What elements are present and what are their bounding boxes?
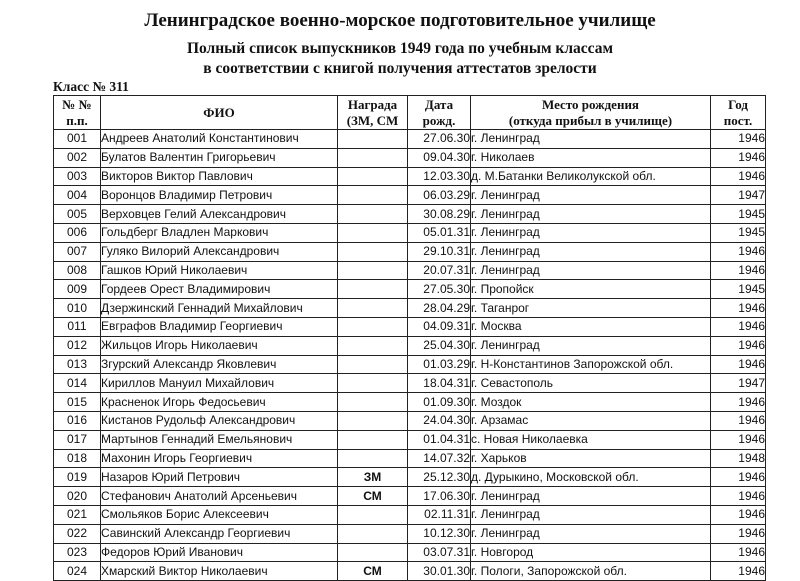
enrollment-year-cell: 1945 (711, 223, 766, 242)
birthplace-cell: г. Николаев (471, 148, 711, 167)
enrollment-year-cell: 1946 (711, 393, 766, 412)
full-name-cell: Андреев Анатолий Константинович (101, 130, 338, 149)
award-cell (338, 167, 408, 186)
birthplace-cell: г. Ленинград (471, 242, 711, 261)
row-number-cell: 011 (54, 317, 101, 336)
award-cell (338, 449, 408, 468)
row-number-cell: 012 (54, 336, 101, 355)
table-row (54, 186, 766, 205)
birth-date-cell: 01.03.29 (408, 355, 471, 374)
table-body (54, 130, 766, 581)
column-header-number (54, 96, 101, 130)
birthplace-cell: г. Ленинград (471, 487, 711, 506)
birth-date-cell: 02.11.31 (408, 505, 471, 524)
award-cell (338, 242, 408, 261)
birth-date-cell: 12.03.30 (408, 167, 471, 186)
column-header-line: Дата (424, 96, 454, 112)
row-number-cell: 004 (54, 186, 101, 205)
birthplace-cell: г. Пропойск (471, 280, 711, 299)
enrollment-year-cell: 1946 (711, 317, 766, 336)
table-row (54, 130, 766, 149)
birth-date-cell: 30.01.30 (408, 562, 471, 581)
table-row (54, 223, 766, 242)
award-cell (338, 148, 408, 167)
table-row (54, 242, 766, 261)
column-header-line: рожд. (422, 112, 456, 128)
award-cell: ЗМ (338, 468, 408, 487)
row-number-cell: 014 (54, 374, 101, 393)
row-number-cell: 007 (54, 242, 101, 261)
award-cell (338, 524, 408, 543)
full-name-cell: Назаров Юрий Петрович (101, 468, 338, 487)
enrollment-year-cell: 1945 (711, 280, 766, 299)
birthplace-cell: д. М.Батанки Великолукской обл. (471, 167, 711, 186)
column-header-name (101, 96, 338, 130)
column-header-line: Год (728, 96, 748, 112)
award-cell (338, 543, 408, 562)
birth-date-cell: 14.07.32 (408, 449, 471, 468)
enrollment-year-cell: 1946 (711, 355, 766, 374)
birth-date-cell: 20.07.31 (408, 261, 471, 280)
row-number-cell: 021 (54, 505, 101, 524)
enrollment-year-cell: 1946 (711, 336, 766, 355)
subtitle-line-2: в соответствии с книгой получения аттестатов зрелости (203, 60, 597, 77)
enrollment-year-cell: 1946 (711, 242, 766, 261)
birthplace-cell: г. Пологи, Запорожской обл. (471, 562, 711, 581)
table-row (54, 167, 766, 186)
birthplace-cell: г. Н-Константинов Запорожской обл. (471, 355, 711, 374)
table-row (54, 205, 766, 224)
table-row (54, 562, 766, 581)
enrollment-year-cell: 1946 (711, 411, 766, 430)
column-header-line: п.п. (66, 112, 88, 128)
subtitle-line-1: Полный список выпускников 1949 года по учебным классам (186, 40, 614, 57)
enrollment-year-cell: 1947 (711, 186, 766, 205)
birth-date-cell: 17.06.30 (408, 487, 471, 506)
column-header-line: Место рождения (542, 96, 639, 112)
birth-date-cell: 06.03.29 (408, 186, 471, 205)
table-row (54, 449, 766, 468)
full-name-cell: Красненок Игорь Федосьевич (101, 393, 338, 412)
row-number-cell: 010 (54, 299, 101, 318)
birthplace-cell: г. Ленинград (471, 336, 711, 355)
birthplace-cell: г. Арзамас (471, 411, 711, 430)
full-name-cell: Гордеев Орест Владимирович (101, 280, 338, 299)
enrollment-year-cell: 1946 (711, 261, 766, 280)
birthplace-cell: г. Таганрог (471, 299, 711, 318)
column-header-award (338, 96, 408, 130)
birthplace-cell: г. Ленинград (471, 186, 711, 205)
full-name-cell: Викторов Виктор Павлович (101, 167, 338, 186)
award-cell (338, 205, 408, 224)
full-name-cell: Гольдберг Владлен Маркович (101, 223, 338, 242)
award-cell (338, 261, 408, 280)
column-header-line: (ЗМ, СМ (346, 112, 399, 128)
enrollment-year-cell: 1947 (711, 374, 766, 393)
award-cell (338, 317, 408, 336)
award-cell (338, 223, 408, 242)
award-cell (338, 280, 408, 299)
full-name-cell: Стефанович Анатолий Арсеньевич (101, 487, 338, 506)
enrollment-year-cell: 1946 (711, 468, 766, 487)
table-row (54, 317, 766, 336)
birthplace-cell: с. Новая Николаевка (471, 430, 711, 449)
class-label: Класс № 311 (53, 79, 129, 94)
birth-date-cell: 27.05.30 (408, 280, 471, 299)
row-number-cell: 009 (54, 280, 101, 299)
full-name-cell: Мартынов Геннадий Емельянович (101, 430, 338, 449)
table-row (54, 393, 766, 412)
enrollment-year-cell: 1946 (711, 130, 766, 149)
table-row (54, 374, 766, 393)
page-title: Ленинградское военно-морское подготовительное училище (144, 10, 656, 31)
birthplace-cell: г. Ленинград (471, 505, 711, 524)
award-cell (338, 299, 408, 318)
enrollment-year-cell: 1945 (711, 205, 766, 224)
row-number-cell: 020 (54, 487, 101, 506)
award-cell (338, 411, 408, 430)
award-cell: СМ (338, 562, 408, 581)
birthplace-cell: г. Моздок (471, 393, 711, 412)
birthplace-cell: г. Ленинград (471, 261, 711, 280)
birth-date-cell: 01.09.30 (408, 393, 471, 412)
full-name-cell: Махонин Игорь Георгиевич (101, 449, 338, 468)
enrollment-year-cell: 1948 (711, 449, 766, 468)
row-number-cell: 017 (54, 430, 101, 449)
birthplace-cell: д. Дурыкино, Московской обл. (471, 468, 711, 487)
birth-date-cell: 29.10.31 (408, 242, 471, 261)
full-name-cell: Гашков Юрий Николаевич (101, 261, 338, 280)
full-name-cell: Кириллов Мануил Михайлович (101, 374, 338, 393)
enrollment-year-cell: 1946 (711, 524, 766, 543)
birthplace-cell: г. Ленинград (471, 205, 711, 224)
award-cell (338, 186, 408, 205)
full-name-cell: Федоров Юрий Иванович (101, 543, 338, 562)
table-row (54, 261, 766, 280)
birthplace-cell: г. Ленинград (471, 223, 711, 242)
award-cell (338, 374, 408, 393)
full-name-cell: Гуляко Вилорий Александрович (101, 242, 338, 261)
table-row (54, 430, 766, 449)
full-name-cell: Верховцев Гелий Александрович (101, 205, 338, 224)
birth-date-cell: 05.01.31 (408, 223, 471, 242)
row-number-cell: 022 (54, 524, 101, 543)
birth-date-cell: 27.06.30 (408, 130, 471, 149)
birthplace-cell: г. Харьков (471, 449, 711, 468)
birthplace-cell: г. Новгород (471, 543, 711, 562)
table-row (54, 148, 766, 167)
row-number-cell: 013 (54, 355, 101, 374)
table-row (54, 336, 766, 355)
full-name-cell: Евграфов Владимир Георгиевич (101, 317, 338, 336)
full-name-cell: Дзержинский Геннадий Михайлович (101, 299, 338, 318)
table-row (54, 299, 766, 318)
birth-date-cell: 30.08.29 (408, 205, 471, 224)
full-name-cell: Савинский Александр Георгиевич (101, 524, 338, 543)
birth-date-cell: 01.04.31 (408, 430, 471, 449)
birth-date-cell: 28.04.29 (408, 299, 471, 318)
row-number-cell: 002 (54, 148, 101, 167)
enrollment-year-cell: 1946 (711, 148, 766, 167)
enrollment-year-cell: 1946 (711, 543, 766, 562)
row-number-cell: 015 (54, 393, 101, 412)
row-number-cell: 024 (54, 562, 101, 581)
row-number-cell: 016 (54, 411, 101, 430)
row-number-cell: 008 (54, 261, 101, 280)
table-row (54, 543, 766, 562)
table-header-row (54, 96, 766, 130)
column-header-birthplace (471, 96, 711, 130)
column-header-line: пост. (723, 112, 753, 128)
full-name-cell: Кистанов Рудольф Александрович (101, 411, 338, 430)
birthplace-cell: г. Ленинград (471, 524, 711, 543)
birth-date-cell: 24.04.30 (408, 411, 471, 430)
table-row (54, 487, 766, 506)
row-number-cell: 001 (54, 130, 101, 149)
column-header-line: ФИО (203, 104, 235, 120)
full-name-cell: Воронцов Владимир Петрович (101, 186, 338, 205)
full-name-cell: Жильцов Игорь Николаевич (101, 336, 338, 355)
birth-date-cell: 18.04.31 (408, 374, 471, 393)
column-header-line: Награда (347, 96, 398, 112)
birthplace-cell: г. Ленинград (471, 130, 711, 149)
table-row (54, 355, 766, 374)
birth-date-cell: 25.12.30 (408, 468, 471, 487)
award-cell (338, 355, 408, 374)
full-name-cell: Булатов Валентин Григорьевич (101, 148, 338, 167)
enrollment-year-cell: 1946 (711, 487, 766, 506)
award-cell (338, 430, 408, 449)
column-header-line: (откуда прибыл в училище) (508, 112, 673, 128)
birthplace-cell: г. Севастополь (471, 374, 711, 393)
row-number-cell: 003 (54, 167, 101, 186)
full-name-cell: Згурский Александр Яковлевич (101, 355, 338, 374)
enrollment-year-cell: 1946 (711, 430, 766, 449)
full-name-cell: Смольяков Борис Алексеевич (101, 505, 338, 524)
award-cell: СМ (338, 487, 408, 506)
column-header-line: № № (62, 96, 92, 112)
enrollment-year-cell: 1946 (711, 505, 766, 524)
row-number-cell: 023 (54, 543, 101, 562)
award-cell (338, 393, 408, 412)
full-name-cell: Хмарский Виктор Николаевич (101, 562, 338, 581)
birthplace-cell: г. Москва (471, 317, 711, 336)
award-cell (338, 336, 408, 355)
column-header-year (711, 96, 766, 130)
table-row (54, 411, 766, 430)
row-number-cell: 006 (54, 223, 101, 242)
table-row (54, 524, 766, 543)
award-cell (338, 505, 408, 524)
graduates-table (53, 95, 766, 581)
birth-date-cell: 03.07.31 (408, 543, 471, 562)
birth-date-cell: 04.09.31 (408, 317, 471, 336)
birth-date-cell: 25.04.30 (408, 336, 471, 355)
row-number-cell: 018 (54, 449, 101, 468)
award-cell (338, 130, 408, 149)
enrollment-year-cell: 1946 (711, 167, 766, 186)
birth-date-cell: 10.12.30 (408, 524, 471, 543)
enrollment-year-cell: 1946 (711, 299, 766, 318)
row-number-cell: 019 (54, 468, 101, 487)
table-row (54, 280, 766, 299)
row-number-cell: 005 (54, 205, 101, 224)
birth-date-cell: 09.04.30 (408, 148, 471, 167)
column-header-birth-date (408, 96, 471, 130)
enrollment-year-cell: 1946 (711, 562, 766, 581)
table-row (54, 468, 766, 487)
table-row (54, 505, 766, 524)
